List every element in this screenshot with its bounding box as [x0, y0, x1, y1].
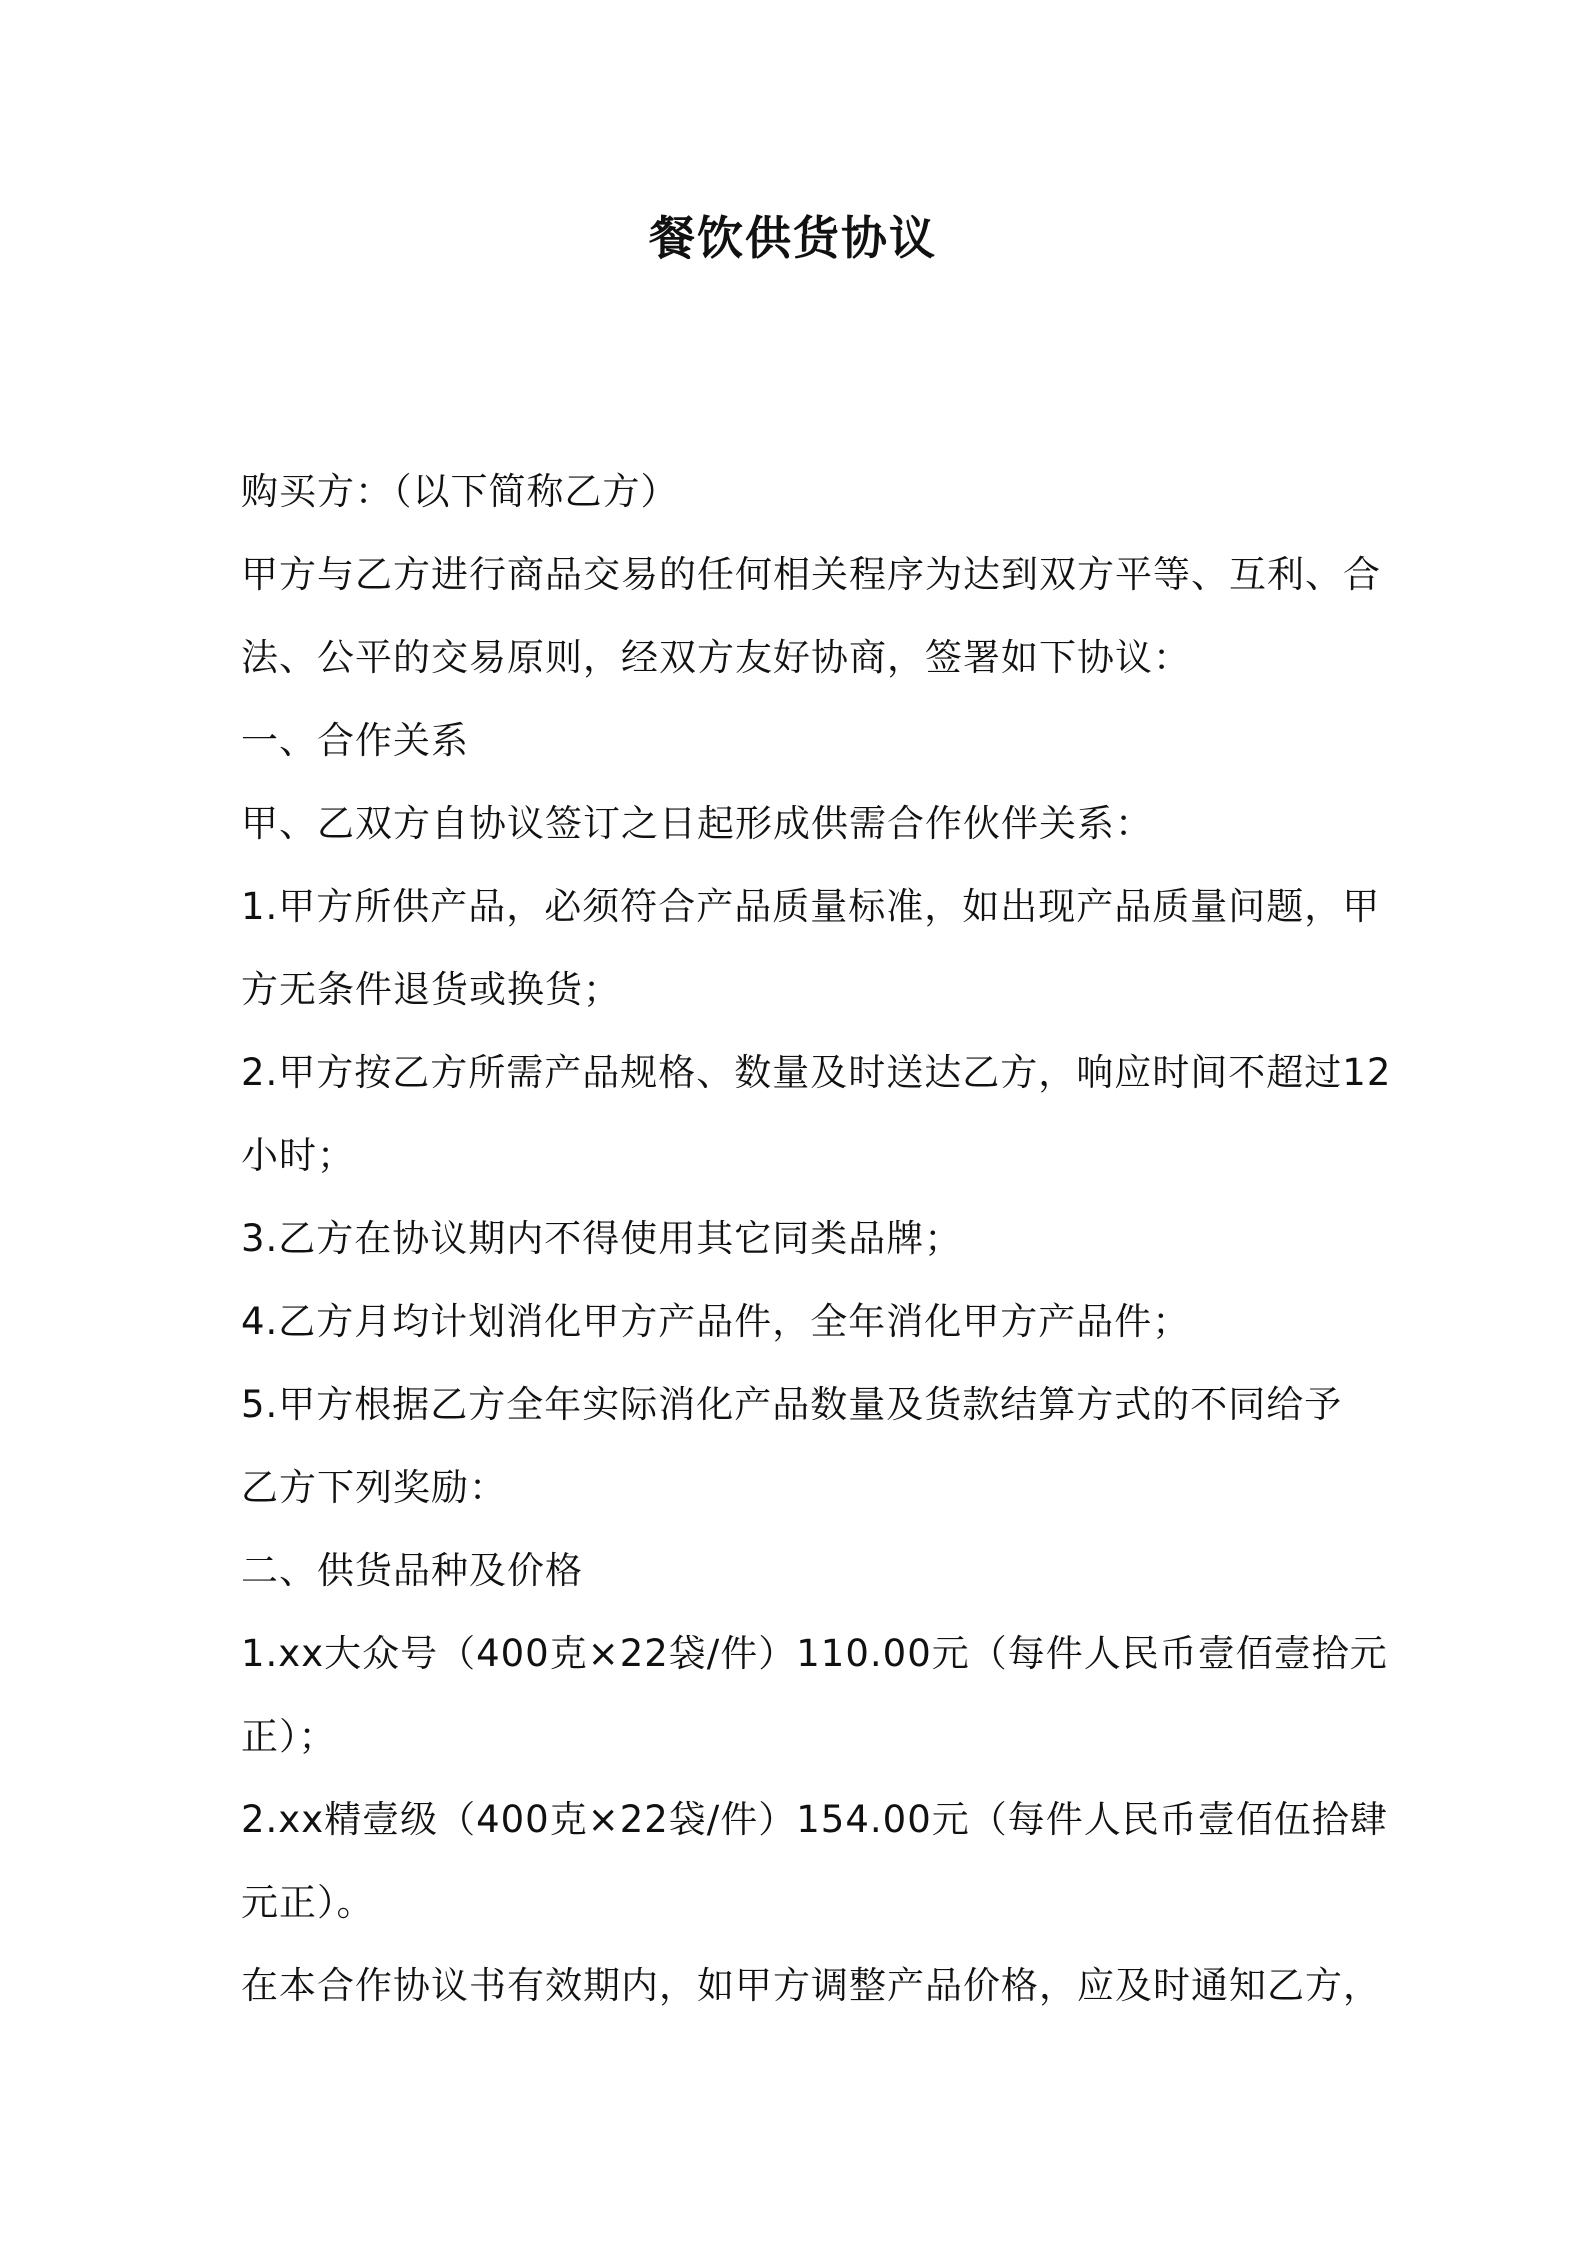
text-line-intro-2: 法、公平的交易原则，经双方友好协商，签署如下协议：	[241, 636, 1191, 679]
clause-5-line-2: 乙方下列奖励：	[241, 1466, 507, 1509]
document-title: 餐饮供货协议	[649, 211, 937, 265]
text-line-cooperation: 甲、乙双方自协议签订之日起形成供需合作伙伴关系：	[241, 802, 1153, 845]
text-line-price-adjustment: 在本合作协议书有效期内，如甲方调整产品价格，应及时通知乙方，	[241, 1964, 1381, 2007]
section-heading-products: 二、供货品种及价格	[241, 1549, 583, 1592]
clause-2-line-2: 小时；	[241, 1134, 355, 1177]
text-line-intro-1: 甲方与乙方进行商品交易的任何相关程序为达到双方平等、互利、合	[241, 553, 1381, 596]
clause-2-line-1: 2.甲方按乙方所需产品规格、数量及时送达乙方，响应时间不超过12	[241, 1051, 1392, 1094]
product-1-line-1: 1.xx大众号（400克×22袋/件）110.00元（每件人民币壹佰壹拾元	[241, 1632, 1388, 1675]
clause-3: 3.乙方在协议期内不得使用其它同类品牌；	[241, 1217, 963, 1260]
clause-1-line-2: 方无条件退货或换货；	[241, 968, 621, 1011]
clause-5-line-1: 5.甲方根据乙方全年实际消化产品数量及货款结算方式的不同给予	[241, 1383, 1343, 1426]
document-body	[241, 450, 1392, 2027]
product-1-line-2: 正）；	[241, 1715, 337, 1758]
text-line-buyer: 购买方：（以下简称乙方）	[241, 470, 679, 513]
product-2-line-1: 2.xx精壹级（400克×22袋/件）154.00元（每件人民币壹佰伍拾肆	[241, 1798, 1388, 1841]
product-2-line-2: 元正）。	[241, 1881, 375, 1924]
clause-1-line-1: 1.甲方所供产品，必须符合产品质量标准，如出现产品质量问题，甲	[241, 885, 1381, 928]
section-heading-cooperation: 一、合作关系	[241, 719, 469, 762]
clause-4: 4.乙方月均计划消化甲方产品件，全年消化甲方产品件；	[241, 1300, 1191, 1343]
